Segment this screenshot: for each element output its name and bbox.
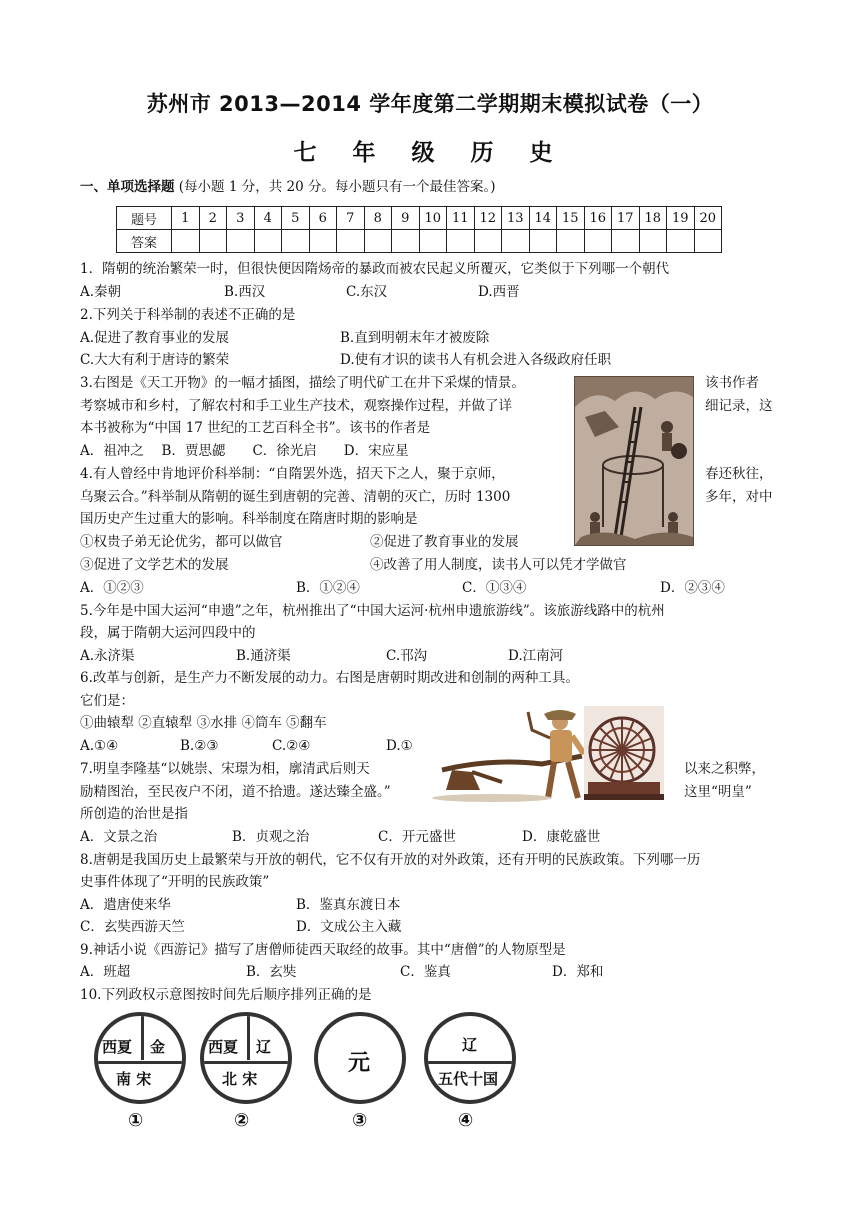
answer-cell[interactable] [557,230,585,253]
q7-line1: 7.明皇李隆基“以姚崇、宋璟为相，廓清武后则天 [80,761,370,777]
map1-top-left: 西夏 [102,1038,133,1056]
number-cell: 18 [639,207,667,230]
exam-title: 苏州市 2013—2014 学年度第二学期期末模拟试卷（一） [146,92,714,116]
q3-line2: 考察城市和乡村，了解农村和手工业生产技术，观察操作过程，并做了详 [80,398,512,414]
map-divider [247,1016,250,1060]
q7-line1-tail: 以来之积弊， [684,761,765,777]
answer-cell[interactable] [584,230,612,253]
q2-option-c: C.大大有利于唐诗的繁荣 [80,352,230,368]
number-cell: 10 [419,207,447,230]
map-divider [428,1061,512,1064]
number-cell: 5 [282,207,310,230]
number-cell: 4 [254,207,282,230]
q4-statement-2: ②促进了教育事业的发展 [370,534,519,550]
q2-option-b: B.直到明朝末年才被废除 [340,330,490,346]
number-cell: 6 [309,207,337,230]
answer-table-row2-label: 答案 [117,230,172,253]
q7-line3: 所创造的治世是指 [80,806,188,822]
q8-option-c: C．玄奘西游天竺 [80,919,185,935]
regime-map-3 [314,1012,406,1104]
answer-cell[interactable] [639,230,667,253]
answer-cell[interactable] [474,230,502,253]
answer-cell[interactable] [282,230,310,253]
q9-option-d: D．郑和 [552,964,604,980]
map4-top: 辽 [462,1036,478,1054]
map2-top-right: 辽 [256,1038,272,1056]
answer-cell[interactable] [227,230,255,253]
q7-line2: 励精图治，至民夜户不闭，道不拾遗。遂达臻全盛。” [80,784,391,800]
regime-map-2 [200,1012,292,1104]
number-cell: 13 [502,207,530,230]
answer-table-answer-row [117,230,722,253]
q5-option-c: C.邗沟 [386,648,428,664]
q5-line1: 5.今年是中国大运河“申遗”之年，杭州推出了“中国大运河·杭州申遗旅游线”。该旅游线路中的杭州 [80,603,665,619]
answer-cell[interactable] [309,230,337,253]
number-cell: 19 [667,207,695,230]
water-wheel-illustration [584,706,664,800]
coal-mining-illustration [574,376,694,546]
answer-cell[interactable] [612,230,640,253]
q4-line2-tail: 多年，对中 [705,489,773,505]
q6-option-c: C.②④ [272,738,311,754]
water-wheel-drawing [584,706,664,800]
answer-cell[interactable] [199,230,227,253]
q2-option-d: D.使有才识的读书人有机会进入各级政府任职 [340,352,612,368]
number-cell: 8 [364,207,392,230]
q9-option-c: C．鉴真 [400,964,451,980]
q4-option-c: C．①③④ [462,580,527,596]
q4-line1-tail: 春还秋往， [705,466,773,482]
number-cell: 2 [199,207,227,230]
q8-line2: 史事件体现了“开明的民族政策” [80,874,270,890]
q9-option-b: B．玄奘 [246,964,297,980]
q2-option-a: A.促进了教育事业的发展 [80,330,230,346]
mining-scene-drawing [575,377,693,545]
number-cell: 7 [337,207,365,230]
q5-line2: 段，属于隋朝大运河四段中的 [80,625,256,641]
number-cell: 14 [529,207,557,230]
q1-option-c: C.东汉 [346,284,388,300]
exam-subtitle: 七 年 级 历 史 [293,140,567,166]
map2-top-left: 西夏 [208,1038,239,1056]
answer-cell[interactable] [172,230,200,253]
map-divider [141,1016,144,1060]
map1-bottom: 南 宋 [116,1070,152,1088]
q7-line2-tail: 这里“明皇” [684,784,752,800]
answer-table-row1-label: 题号 [117,207,172,230]
q6-option-b: B.②③ [180,738,219,754]
number-cell: 11 [447,207,475,230]
q9-stem: 9.神话小说《西游记》描写了唐僧师徒西天取经的故事。其中“唐僧”的人物原型是 [80,942,566,958]
q1-option-d: D.西晋 [478,284,520,300]
q4-line1: 4.有人曾经中肯地评价科举制：“自隋罢外选，招天下之人，聚于京师， [80,466,505,482]
q6-line1: 6.改革与创新，是生产力不断发展的动力。右图是唐朝时期改进和创制的两种工具。 [80,670,579,686]
q3-line1: 3.右图是《天工开物》的一幅才插图，描绘了明代矿工在井下采煤的情景。 [80,375,525,391]
number-cell: 16 [584,207,612,230]
number-cell: 20 [694,207,722,230]
answer-cell[interactable] [447,230,475,253]
q10-stem: 10.下列政权示意图按时间先后顺序排列正确的是 [80,987,372,1003]
q4-line2: 乌聚云合。”科举制从隋朝的诞生到唐朝的完善、清朝的灭亡，历时 1300 [80,489,511,505]
q7-option-d: D．康乾盛世 [522,829,601,845]
q4-statement-1: ①权贵子弟无论优劣，都可以做官 [80,534,283,550]
section-instruction: (每小题 1 分，共 20 分。每小题只有一个最佳答案。) [174,179,496,195]
map1-number: ① [128,1110,144,1131]
number-cell: 9 [392,207,420,230]
answer-cell[interactable] [694,230,722,253]
q6-option-d: D.① [386,738,413,754]
answer-cell[interactable] [419,230,447,253]
regime-map-4 [424,1012,516,1104]
q8-line1: 8.唐朝是我国历史上最繁荣与开放的朝代，它不仅有开放的对外政策，还有开明的民族政策。下列哪一历 [80,852,701,868]
q1-option-a: A.秦朝 [80,284,122,300]
answer-table-number-row [117,207,722,230]
map4-number: ④ [458,1110,474,1131]
number-cell: 17 [612,207,640,230]
answer-cell[interactable] [337,230,365,253]
q3-line2-tail: 细记录，这 [705,398,773,414]
map4-bottom: 五代十国 [438,1070,499,1088]
q4-option-d: D．②③④ [660,580,725,596]
q6-line2: 它们是： [80,693,134,709]
q5-option-d: D.江南河 [508,648,564,664]
answer-cell[interactable] [667,230,695,253]
q9-option-a: A．班超 [80,964,131,980]
q1-stem: 1．隋朝的统治繁荣一时，但很快便因隋炀帝的暴政而被农民起义所覆灭，它类似于下列哪一个朝代 [80,261,670,277]
q8-option-d: D．文成公主入藏 [296,919,402,935]
map-divider [98,1061,182,1064]
number-cell: 1 [172,207,200,230]
q2-stem: 2.下列关于科举制的表述不正确的是 [80,307,296,323]
q6-option-a: A.①④ [80,738,119,754]
map3-center: 元 [348,1050,371,1076]
q3-options: A．祖冲之 B．贾思勰 C．徐光启 D．宋应星 [80,443,409,459]
q8-option-a: A．遣唐使来华 [80,897,171,913]
q7-option-a: A．文景之治 [80,829,158,845]
q6-items: ①曲辕犁 ②直辕犁 ③水排 ④筒车 ⑤翻车 [80,715,327,731]
map1-top-right: 金 [150,1038,166,1056]
q3-line1-tail: 该书作者 [705,375,759,391]
answer-cell[interactable] [254,230,282,253]
map2-number: ② [234,1110,250,1131]
q7-option-c: C．开元盛世 [378,829,456,845]
answer-cell[interactable] [529,230,557,253]
answer-table [116,206,722,253]
map3-number: ③ [352,1110,368,1131]
section-heading-line [80,176,496,198]
q3-line3: 本书被称为“中国 17 世纪的工艺百科全书”。该书的作者是 [80,420,431,436]
answer-cell[interactable] [392,230,420,253]
map2-bottom: 北 宋 [222,1070,258,1088]
q4-option-a: A．①②③ [80,580,144,596]
q5-option-a: A.永济渠 [80,648,135,664]
q7-option-b: B．贞观之治 [232,829,310,845]
map-divider [204,1061,288,1064]
number-cell: 12 [474,207,502,230]
q8-option-b: B．鉴真东渡日本 [296,897,401,913]
q4-line3: 国历史产生过重大的影响。科举制度在隋唐时期的影响是 [80,511,418,527]
regime-map-1 [94,1012,186,1104]
q4-option-b: B．①②④ [296,580,360,596]
q5-option-b: B.通济渠 [236,648,291,664]
number-cell: 15 [557,207,585,230]
q4-statement-3: ③促进了文学艺术的发展 [80,557,229,573]
answer-cell[interactable] [502,230,530,253]
number-cell: 3 [227,207,255,230]
q1-option-b: B.西汉 [224,284,266,300]
answer-cell[interactable] [364,230,392,253]
q4-statement-4: ④改善了用人制度，读书人可以凭才学做官 [370,557,627,573]
section-heading: 一、单项选择题 [80,179,175,195]
